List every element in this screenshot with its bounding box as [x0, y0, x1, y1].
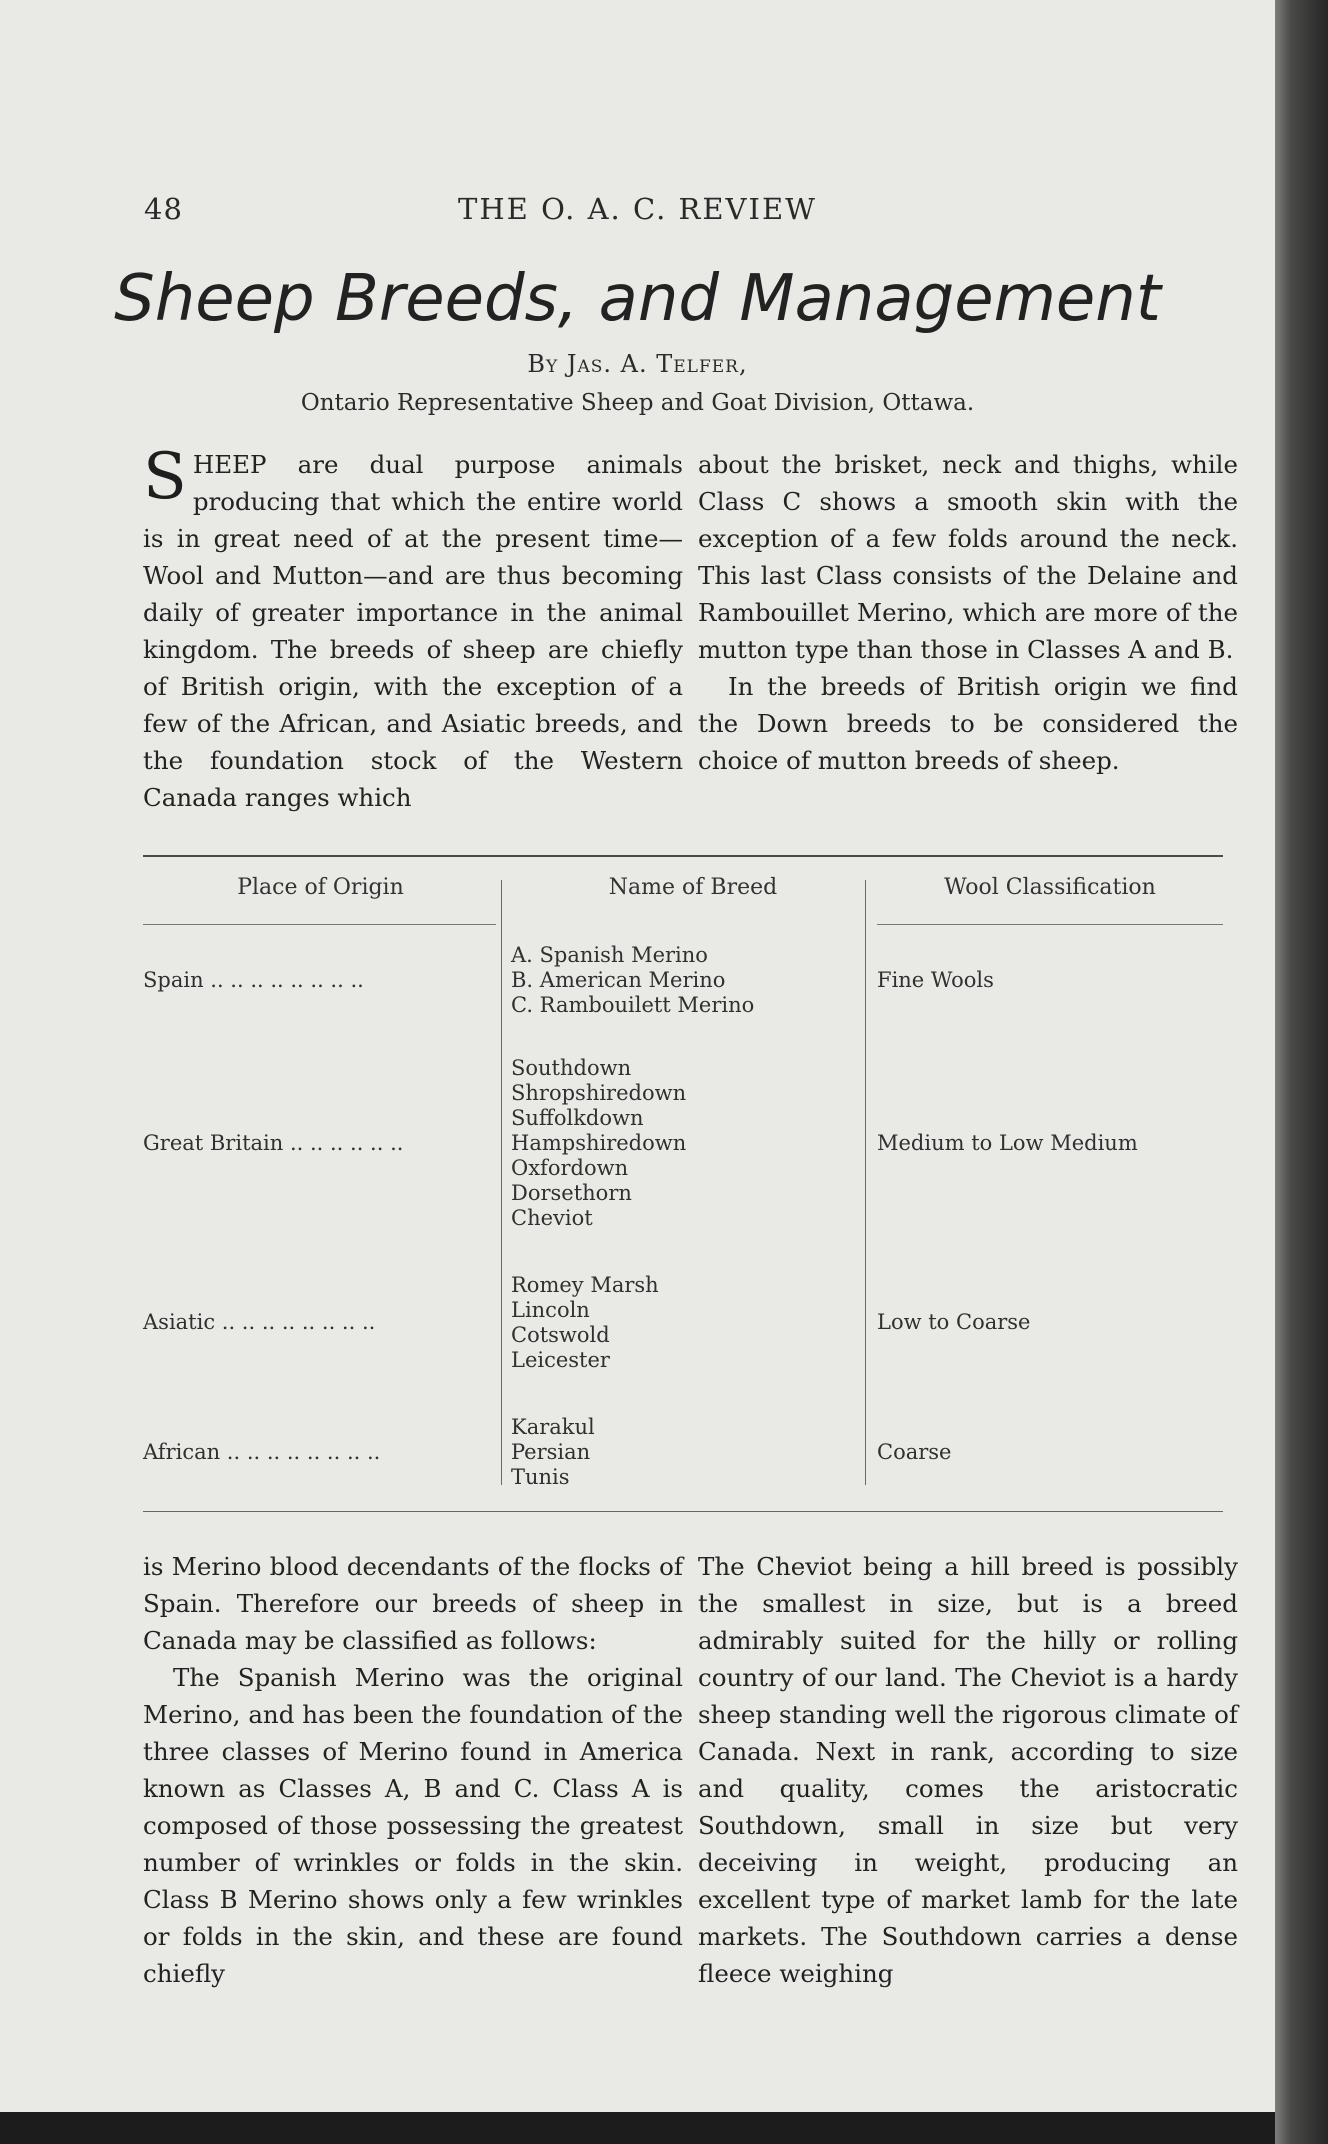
origin-african: African .. .. .. .. .. .. .. .. [143, 1440, 381, 1464]
breed-name: Cotswold [511, 1323, 610, 1347]
origin-great-britain: Great Britain .. .. .. .. .. .. [143, 1131, 404, 1155]
breeds-spain [511, 943, 861, 1018]
intro-paragraph [143, 440, 683, 816]
header-wool-classification: Wool Classification [944, 875, 1156, 900]
breed-name: Karakul [511, 1415, 595, 1439]
lower-right-column [698, 1548, 1238, 1992]
breed-table [143, 855, 1223, 1515]
breed-name: Oxfordown [511, 1156, 629, 1180]
wool-african: Coarse [877, 1440, 952, 1464]
page-number: 48 [144, 192, 183, 226]
breed-name: Dorsethorn [511, 1181, 632, 1205]
table-top-rule [143, 855, 1223, 857]
lower-left-column [143, 1548, 683, 1992]
origin-asiatic: Asiatic .. .. .. .. .. .. .. .. [143, 1310, 376, 1334]
intro-right-column [698, 446, 1238, 779]
wool-spain: Fine Wools [877, 968, 994, 992]
running-head: THE O. A. C. REVIEW [458, 192, 817, 226]
intro-left-text: HEEP are dual purpose animals producing that which the entire world is in great need of at the present time—Wool and Mutton—and are thus becoming daily of greater importance in the animal kingdom. The breeds of sheep are chiefly of British origin, with the exception of a few of the African, and Asiatic breeds, and the foundation stock of the Western Canada ranges which [143, 450, 683, 812]
breed-name: Persian [511, 1440, 591, 1464]
breed-name: Tunis [511, 1465, 570, 1489]
breed-name: Southdown [511, 1056, 632, 1080]
table-bottom-rule [143, 1511, 1223, 1512]
binding-edge [1275, 0, 1328, 2144]
breeds-african [511, 1415, 861, 1490]
breeds-great-britain [511, 1056, 861, 1231]
wool-great-britain: Medium to Low Medium [877, 1131, 1138, 1155]
breed-name: Shropshiredown [511, 1081, 687, 1105]
breed-name: Hampshiredown [511, 1131, 687, 1155]
wool-asiatic: Low to Coarse [877, 1310, 1031, 1334]
intro-left-column [143, 440, 683, 816]
drop-cap: S [143, 440, 187, 514]
byline: By Jas. A. Telfer, [527, 350, 748, 378]
column-divider [865, 880, 866, 1485]
header-underline [143, 924, 496, 925]
breed-name: A. Spanish Merino [511, 943, 708, 967]
lower-left-text: is Merino blood decendants of the flocks of Spain. Therefore our breeds of sheep in Canada may be classified as follows: [143, 1552, 683, 1655]
intro-right-text: about the brisket, neck and thighs, while Class C shows a smooth skin with the exception of a few folds around the neck. This last Class consists of the Delaine and Rambouillet Merino, which are more of the mutton type than those in Classes A and B. [698, 450, 1238, 664]
origin-spain: Spain .. .. .. .. .. .. .. .. [143, 968, 364, 992]
breed-name: Cheviot [511, 1206, 593, 1230]
lower-left-text-2: The Spanish Merino was the original Merino, and has been the foundation of the three classes of Merino found in America known as Classes A, B and C. Class A is composed of those possessing the greatest number of wrinkles or folds in the skin. Class B Merino shows only a few wrinkles or folds in the skin, and these are found chiefly [143, 1663, 683, 1988]
breed-name: C. Rambouilett Merino [511, 993, 755, 1017]
breed-name: Suffolkdown [511, 1106, 644, 1130]
header-place-of-origin: Place of Origin [237, 875, 404, 900]
affiliation: Ontario Representative Sheep and Goat Division, Ottawa. [300, 390, 975, 416]
breed-name: B. American Merino [511, 968, 726, 992]
breed-name: Leicester [511, 1348, 610, 1372]
intro-right-text-2: In the breeds of British origin we find the Down breeds to be considered the choice of mutton breeds of sheep. [698, 672, 1238, 775]
article-title: Sheep Breeds, and Management [114, 262, 1161, 336]
column-divider [501, 880, 502, 1485]
header-underline [877, 924, 1223, 925]
breed-name: Lincoln [511, 1298, 590, 1322]
breed-name: Romey Marsh [511, 1273, 659, 1297]
breeds-asiatic [511, 1273, 861, 1373]
header-name-of-breed: Name of Breed [608, 875, 778, 900]
lower-right-text: The Cheviot being a hill breed is possibly the smallest in size, but is a breed admirably suited for the hilly or rolling country of our land. The Cheviot is a hardy sheep standing well the rigorous climate of Canada. Next in rank, according to size and quality, comes the aristocratic Southdown, small in size but very deceiving in weight, producing an excellent type of market lamb for the late markets. The Southdown carries a dense fleece weighing [698, 1552, 1238, 1988]
